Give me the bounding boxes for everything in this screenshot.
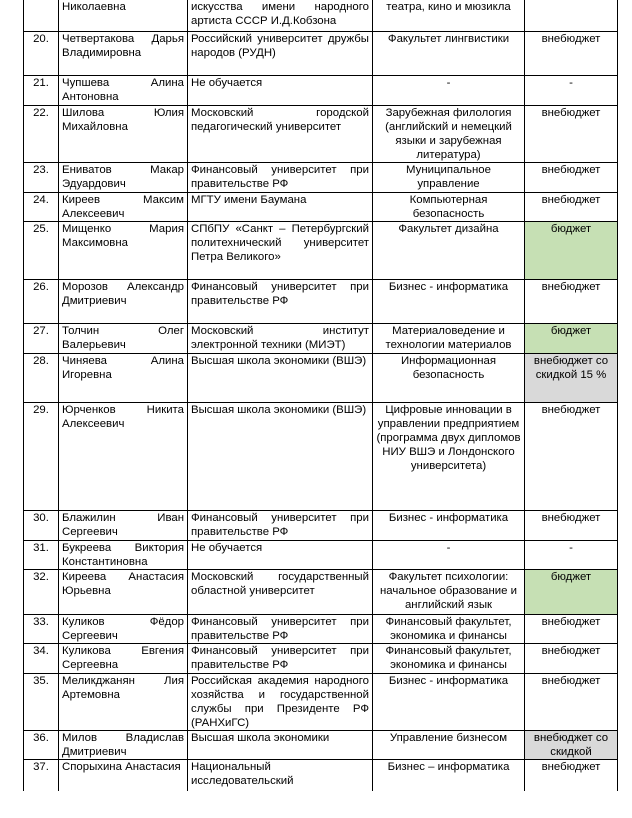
funding-status-cell: внебюджет bbox=[525, 31, 618, 75]
university-cell: Московский государственный областной университет bbox=[188, 569, 373, 614]
funding-status-cell: внебюджет bbox=[525, 105, 618, 162]
university-cell: Финансовый университет при правительстве РФ bbox=[188, 162, 373, 192]
funding-status-cell: внебюджет со скидкой bbox=[525, 730, 618, 759]
faculty-cell: Бизнес - информатика bbox=[373, 673, 525, 730]
student-name-cell: Киреев Максим Алексеевич bbox=[59, 192, 188, 221]
row-number-cell bbox=[24, 0, 59, 31]
row-number-cell: 36. bbox=[24, 730, 59, 759]
faculty-cell: Муниципальное управление bbox=[373, 162, 525, 192]
student-name-cell: Куликова Евгения Сергеевна bbox=[59, 643, 188, 673]
student-name-cell: Спорыхина Анастасия bbox=[59, 759, 188, 791]
university-cell: Российский университет дружбы народов (РУДН) bbox=[188, 31, 373, 75]
table-row bbox=[24, 730, 618, 759]
faculty-cell: Факультет психологии: начальное образование и английский язык bbox=[373, 569, 525, 614]
students-table-body bbox=[24, 0, 618, 791]
row-number-cell: 24. bbox=[24, 192, 59, 221]
table-row bbox=[24, 192, 618, 221]
row-number-cell: 21. bbox=[24, 75, 59, 105]
table-row bbox=[24, 279, 618, 323]
table-row bbox=[24, 105, 618, 162]
university-cell: Не обучается bbox=[188, 75, 373, 105]
faculty-cell: Информационная безопасность bbox=[373, 353, 525, 402]
row-number-cell: 27. bbox=[24, 323, 59, 353]
row-number-cell: 37. bbox=[24, 759, 59, 791]
funding-status-cell: бюджет bbox=[525, 569, 618, 614]
table-row bbox=[24, 614, 618, 643]
table-row bbox=[24, 510, 618, 540]
table-row bbox=[24, 759, 618, 791]
funding-status-cell: внебюджет bbox=[525, 162, 618, 192]
row-number-cell: 28. bbox=[24, 353, 59, 402]
table-row bbox=[24, 673, 618, 730]
university-cell: Высшая школа экономики (ВШЭ) bbox=[188, 402, 373, 510]
student-name-cell: Милов Владислав Дмитриевич bbox=[59, 730, 188, 759]
university-cell: Финансовый университет при правительстве РФ bbox=[188, 643, 373, 673]
funding-status-cell: бюджет bbox=[525, 323, 618, 353]
student-name-cell: Меликджанян Лия Артемовна bbox=[59, 673, 188, 730]
funding-status-cell: внебюджет bbox=[525, 759, 618, 791]
row-number-cell: 34. bbox=[24, 643, 59, 673]
university-cell: Московский городской педагогический университет bbox=[188, 105, 373, 162]
university-cell: Высшая школа экономики (ВШЭ) bbox=[188, 353, 373, 402]
student-name-cell: Мищенко Мария Максимовна bbox=[59, 221, 188, 279]
university-cell: МГТУ имени Баумана bbox=[188, 192, 373, 221]
funding-status-cell: внебюджет со скидкой 15 % bbox=[525, 353, 618, 402]
faculty-cell: Бизнес - информатика bbox=[373, 279, 525, 323]
table-row bbox=[24, 353, 618, 402]
row-number-cell: 25. bbox=[24, 221, 59, 279]
funding-status-cell: внебюджет bbox=[525, 643, 618, 673]
faculty-cell: Зарубежная филология (английский и немецкий языки и зарубежная литература) bbox=[373, 105, 525, 162]
faculty-cell: - bbox=[373, 540, 525, 569]
row-number-cell: 29. bbox=[24, 402, 59, 510]
funding-status-cell: внебюджет bbox=[525, 402, 618, 510]
student-name-cell: Шилова Юлия Михайловна bbox=[59, 105, 188, 162]
table-row bbox=[24, 540, 618, 569]
table-row bbox=[24, 162, 618, 192]
row-number-cell: 30. bbox=[24, 510, 59, 540]
student-name-cell: Юрченков Никита Алексеевич bbox=[59, 402, 188, 510]
funding-status-cell: бюджет bbox=[525, 221, 618, 279]
student-name-cell: Четвертакова Дарья Владимировна bbox=[59, 31, 188, 75]
faculty-cell: театра, кино и мюзикла bbox=[373, 0, 525, 31]
student-name-cell: Чупшева Алина Антоновна bbox=[59, 75, 188, 105]
university-cell: Финансовый университет при правительстве РФ bbox=[188, 279, 373, 323]
student-name-cell: Блажилин Иван Сергеевич bbox=[59, 510, 188, 540]
student-name-cell: Николаевна bbox=[59, 0, 188, 31]
university-cell: Высшая школа экономики bbox=[188, 730, 373, 759]
faculty-cell: Бизнес - информатика bbox=[373, 510, 525, 540]
row-number-cell: 23. bbox=[24, 162, 59, 192]
row-number-cell: 26. bbox=[24, 279, 59, 323]
university-cell: Финансовый университет при правительстве РФ bbox=[188, 510, 373, 540]
table-row bbox=[24, 323, 618, 353]
faculty-cell: Управление бизнесом bbox=[373, 730, 525, 759]
row-number-cell: 20. bbox=[24, 31, 59, 75]
faculty-cell: Факультет дизайна bbox=[373, 221, 525, 279]
row-number-cell: 33. bbox=[24, 614, 59, 643]
student-name-cell: Толчин Олег Валерьевич bbox=[59, 323, 188, 353]
funding-status-cell: внебюджет bbox=[525, 510, 618, 540]
funding-status-cell: - bbox=[525, 540, 618, 569]
row-number-cell: 31. bbox=[24, 540, 59, 569]
funding-status-cell: - bbox=[525, 75, 618, 105]
funding-status-cell: внебюджет bbox=[525, 673, 618, 730]
faculty-cell: Компьютерная безопасность bbox=[373, 192, 525, 221]
faculty-cell: Финансовый факультет, экономика и финансы bbox=[373, 643, 525, 673]
student-name-cell: Морозов Александр Дмитриевич bbox=[59, 279, 188, 323]
table-row bbox=[24, 31, 618, 75]
funding-status-cell bbox=[525, 0, 618, 31]
student-name-cell: Куликов Фёдор Сергеевич bbox=[59, 614, 188, 643]
row-number-cell: 35. bbox=[24, 673, 59, 730]
university-cell: Российская академия народного хозяйства и государственной службы при Президенте РФ (РАНХиГС) bbox=[188, 673, 373, 730]
funding-status-cell: внебюджет bbox=[525, 279, 618, 323]
university-cell: Московский институт электронной техники (МИЭТ) bbox=[188, 323, 373, 353]
university-cell: СПбПУ «Санкт – Петербургский политехнический университет Петра Великого» bbox=[188, 221, 373, 279]
student-name-cell: Чиняева Алина Игоревна bbox=[59, 353, 188, 402]
row-number-cell: 32. bbox=[24, 569, 59, 614]
funding-status-cell: внебюджет bbox=[525, 192, 618, 221]
table-row bbox=[24, 221, 618, 279]
faculty-cell: Бизнес – информатика bbox=[373, 759, 525, 791]
students-table bbox=[23, 0, 618, 791]
faculty-cell: Материаловедение и технологии материалов bbox=[373, 323, 525, 353]
students-table-page bbox=[23, 0, 617, 791]
table-row bbox=[24, 402, 618, 510]
faculty-cell: Цифровые инновации в управлении предприятием (программа двух дипломов НИУ ВШЭ и Лондонского университета) bbox=[373, 402, 525, 510]
university-cell: Не обучается bbox=[188, 540, 373, 569]
university-cell: Национальный исследовательский bbox=[188, 759, 373, 791]
row-number-cell: 22. bbox=[24, 105, 59, 162]
faculty-cell: Факультет лингвистики bbox=[373, 31, 525, 75]
faculty-cell: Финансовый факультет, экономика и финансы bbox=[373, 614, 525, 643]
table-row bbox=[24, 0, 618, 31]
university-cell: искусства имени народного артиста СССР И.Д.Кобзона bbox=[188, 0, 373, 31]
table-row bbox=[24, 643, 618, 673]
table-row bbox=[24, 75, 618, 105]
student-name-cell: Букреева Виктория Константиновна bbox=[59, 540, 188, 569]
university-cell: Финансовый университет при правительстве РФ bbox=[188, 614, 373, 643]
funding-status-cell: внебюджет bbox=[525, 614, 618, 643]
student-name-cell: Киреева Анастасия Юрьевна bbox=[59, 569, 188, 614]
faculty-cell: - bbox=[373, 75, 525, 105]
table-row bbox=[24, 569, 618, 614]
student-name-cell: Ениватов Макар Эдуардович bbox=[59, 162, 188, 192]
